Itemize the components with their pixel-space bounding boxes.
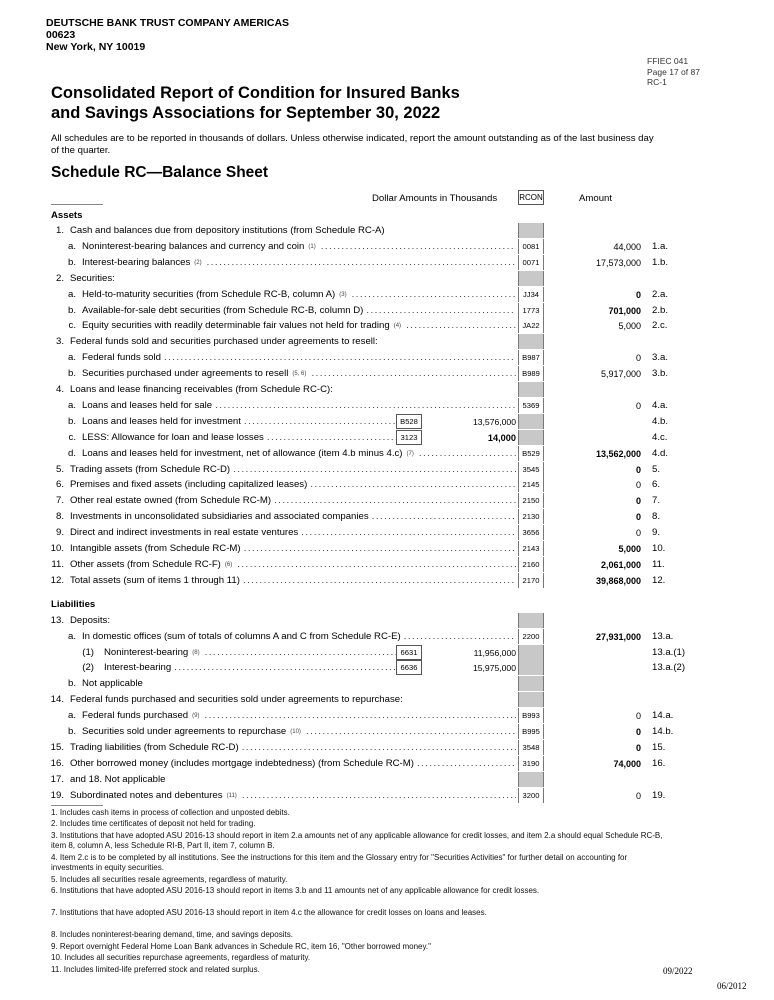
item-number: a. [67, 399, 76, 411]
item-label [82, 416, 396, 427]
item-reference: 10. [652, 543, 666, 554]
rcon-code [518, 414, 544, 429]
item-reference: 3.b. [652, 368, 669, 380]
amount-value: 0 [635, 512, 641, 523]
amount-value: 39,868,000 [595, 575, 641, 586]
item-number: 6. [55, 479, 64, 491]
header-rule [51, 204, 103, 205]
rcon-code [518, 223, 544, 238]
item-number: 11. [51, 558, 64, 570]
item-label [70, 225, 516, 236]
item-label [104, 662, 396, 673]
item-label-text: Subordinated notes and debentures [70, 789, 223, 801]
footnote-text: 1. Includes cash items in process of collection and unposted debits. [51, 807, 290, 817]
item-label-text: Not applicable [82, 678, 143, 690]
item-number: b. [67, 678, 76, 690]
item-number: 14. [50, 694, 64, 706]
item-label [70, 464, 516, 475]
amount-value: 0 [635, 742, 641, 753]
item-number: 12. [50, 574, 64, 586]
line-item-row [0, 573, 774, 588]
item-label-text: Direct and indirect investments in real estate ventures [70, 527, 299, 539]
item-label-text: Premises and fixed assets (including capitalized leases) [70, 479, 308, 491]
line-item-row [0, 334, 774, 349]
footnote-text: 5. Includes all securities resale agreements, regardless of maturity. [51, 874, 288, 884]
amount-value: 0 [635, 353, 641, 364]
line-item-row [0, 613, 774, 628]
item-label-text: Securities: [70, 272, 115, 284]
report-title [51, 83, 611, 123]
rcon-code [518, 772, 544, 787]
item-label [104, 647, 396, 658]
item-label-text: Total assets (sum of items 1 through 11) [70, 574, 240, 586]
rcon-code [518, 271, 544, 286]
line-item-row [0, 772, 774, 787]
item-number: 1. [55, 225, 64, 236]
amount-value: 17,573,000 [595, 257, 641, 268]
item-label [70, 559, 516, 570]
item-label [70, 479, 516, 490]
item-reference: 13.a.(1) [652, 646, 686, 658]
schedule-title: Schedule RC—Balance Sheet [51, 164, 269, 181]
amount-value: 0 [635, 711, 641, 722]
item-label [82, 631, 516, 642]
item-number: 7. [55, 495, 64, 507]
amount-value: 74,000 [613, 758, 641, 769]
item-label-text: Federal funds sold [82, 352, 161, 364]
line-item-row [0, 223, 774, 238]
line-item-row [0, 557, 774, 572]
item-label-text: and 18. Not applicable [70, 773, 166, 785]
item-number: a. [67, 352, 76, 364]
item-label-text: Investments in unconsolidated subsidiaries and associated companies [70, 511, 369, 523]
footnote-ref: (11) [224, 793, 240, 799]
page-number: Page 17 of 87 [647, 66, 700, 77]
line-item-row [0, 692, 774, 707]
section-liabilities [0, 597, 774, 612]
page-date: 09/2022 [663, 966, 693, 976]
amount-value: 0 [635, 480, 641, 491]
item-label [70, 742, 516, 753]
inner-amount: 11,956,000 [473, 647, 516, 658]
rcon-code [518, 692, 544, 707]
item-label-text: Held-to-maturity securities (from Schedule RC-B, column A) [82, 288, 336, 300]
item-number: b. [67, 726, 76, 737]
line-item-row [0, 287, 774, 302]
footnote-ref: (10) [287, 729, 304, 735]
item-reference: 16. [652, 757, 666, 769]
amount-value: 44,000 [613, 241, 641, 252]
item-reference: 9. [652, 527, 661, 539]
footnote-text: 10. Includes all securities repurchase agreements, regardless of maturity. [51, 953, 311, 963]
item-reference: 6. [652, 479, 661, 491]
item-number: 3. [55, 336, 64, 348]
schedule-code: RC-1 [647, 77, 667, 87]
item-reference: 2.c. [652, 320, 668, 332]
rcon-header: RCON [518, 190, 544, 205]
item-label-text: Securities purchased under agreements to resell [82, 368, 289, 380]
line-item-row [0, 430, 774, 445]
item-label [82, 710, 516, 721]
section-label: Liabilities [51, 598, 96, 610]
item-label [82, 289, 516, 300]
footnote-text: 7. Institutions that have adopted ASU 2016-13 should report in item 4.c the allowance for credit losses on loans and leases. [51, 908, 487, 918]
amount-value: 13,562,000 [595, 448, 641, 459]
item-number: 2. [55, 272, 64, 284]
line-item-row [0, 756, 774, 771]
line-item-row [0, 493, 774, 508]
item-reference: 1.b. [652, 256, 669, 268]
item-label-text: Noninterest-bearing [104, 646, 189, 658]
item-label [82, 305, 516, 316]
footnote-text: 6. Institutions that have adopted ASU 2016-13 should report in items 3.b and 11 amounts net of any applicable allowance for credit losses. [51, 886, 540, 896]
footnote-rule [51, 805, 103, 806]
item-label [70, 543, 516, 554]
rcon-code [518, 382, 544, 397]
line-item-row [0, 239, 774, 254]
item-label [82, 241, 516, 252]
rcon-code: B993 [518, 708, 544, 723]
amount-value: 0 [635, 727, 641, 737]
rcon-code [518, 613, 544, 628]
item-label-text: Available-for-sale debt securities (from Schedule RC-B, column D) [82, 304, 364, 316]
footnote-text: 11. Includes limited-life preferred stock and related surplus. [51, 964, 260, 974]
item-label-text: Trading assets (from Schedule RC-D) [70, 463, 231, 475]
item-reference: 8. [652, 511, 661, 523]
intro-text: All schedules are to be reported in thousands of dollars. Unless otherwise indicated, report the amount outstanding as of the last business day of the quarter. [51, 133, 654, 156]
footnote-text: 2. Includes time certificates of deposit not held for trading. [51, 819, 256, 829]
inner-rcon-code: 3123 [396, 430, 422, 445]
line-item-row [0, 676, 774, 691]
line-item-row [0, 477, 774, 492]
line-item-row [0, 509, 774, 524]
item-reference: 1.a. [652, 240, 669, 252]
line-item-row [0, 462, 774, 477]
footnote-text: 8. Includes noninterest-bearing demand, time, and savings deposits. [51, 930, 293, 940]
item-label-text: Loans and lease financing receivables (from Schedule RC-C): [70, 384, 333, 395]
item-label [70, 575, 516, 586]
item-label-text: Federal funds purchased [82, 710, 189, 722]
report-title-line1: Consolidated Report of Condition for Insured Banks [51, 84, 460, 102]
footnote-ref: (6) [222, 562, 235, 568]
rcon-code: 3656 [518, 525, 544, 540]
amount-value: 5,000 [618, 321, 641, 332]
footnote-text: 9. Report overnight Federal Home Loan Bank advances in Schedule RC, item 16, "Other borrowed money." [51, 941, 431, 951]
item-label-text: In domestic offices (sum of totals of columns A and C from Schedule RC-E) [82, 630, 401, 642]
item-label-text: LESS: Allowance for loan and lease losses [82, 431, 264, 443]
rcon-code [518, 676, 544, 691]
rcon-code: 2130 [518, 509, 544, 524]
inner-rcon-code: B528 [396, 414, 422, 429]
rcon-code: 2200 [518, 629, 544, 644]
line-item-row [0, 255, 774, 270]
line-item-row [0, 708, 774, 723]
line-item-row [0, 414, 774, 429]
item-number: d. [67, 447, 76, 459]
item-label [70, 384, 516, 395]
item-label [82, 320, 516, 331]
item-number: a. [67, 240, 76, 252]
rcon-code [518, 430, 544, 445]
item-number: 8. [55, 511, 64, 523]
item-number: b. [67, 415, 76, 427]
line-item-row [0, 446, 774, 461]
item-label [82, 352, 516, 363]
item-number: a. [67, 288, 76, 300]
bank-header [46, 17, 289, 53]
item-number: (2) [82, 662, 94, 674]
item-label-text: Intangible assets (from Schedule RC-M) [70, 543, 241, 554]
line-item-row [0, 645, 774, 660]
amount-value: 2,061,000 [600, 559, 641, 570]
rcon-code: B989 [518, 366, 544, 381]
line-item-row [0, 541, 774, 556]
item-label [82, 257, 516, 268]
item-reference: 13.a. [652, 630, 674, 642]
amount-value: 5,917,000 [600, 369, 641, 380]
item-label [82, 678, 516, 689]
item-reference: 4.a. [652, 399, 669, 411]
item-label-text: Other borrowed money (includes mortgage indebtedness) (from Schedule RC-M) [70, 757, 414, 769]
rcon-code: 2160 [518, 557, 544, 572]
item-label [70, 790, 516, 801]
amount-value: 0 [635, 464, 641, 475]
inner-amount: 15,975,000 [472, 663, 516, 674]
line-item-row [0, 660, 774, 675]
rcon-code: 3200 [518, 788, 544, 803]
item-label-text: Interest-bearing [104, 662, 172, 674]
line-item-row [0, 525, 774, 540]
line-item-row [0, 382, 774, 397]
units-header: Dollar Amounts in Thousands [372, 193, 498, 204]
item-reference: 11. [652, 558, 665, 570]
item-reference: 5. [652, 463, 661, 475]
report-title-line2: and Savings Associations for September 30, 2022 [51, 104, 441, 122]
item-label-text: Cash and balances due from depository institutions (from Schedule RC-A) [70, 225, 385, 236]
amount-header: Amount [579, 193, 613, 204]
item-number: b. [67, 304, 76, 316]
item-reference: 4.c. [652, 431, 668, 443]
line-item-row [0, 740, 774, 755]
footnote-ref: (5, 6) [289, 371, 309, 377]
item-label-text: Loans and leases held for sale [82, 399, 213, 411]
line-item-row [0, 350, 774, 365]
item-label [70, 495, 516, 506]
item-number: (1) [82, 646, 94, 658]
amount-value: 27,931,000 [595, 631, 641, 642]
rcon-code [518, 660, 544, 675]
footnote-text: 3. Institutions that have adopted ASU 2016-13 should report in item 2.a amounts net of any applicable allowance for credit losses, and item 2.a should equal Schedule RC-B, item 8, column A, less Schedule RI-B, Part II, item 7, column B. [51, 830, 663, 851]
bank-name: DEUTSCHE BANK TRUST COMPANY AMERICAS [46, 17, 290, 29]
item-reference: 3.a. [652, 352, 669, 364]
line-item-row [0, 398, 774, 413]
item-number: 5. [55, 463, 64, 475]
item-number: 4. [55, 384, 64, 395]
item-reference: 15. [652, 741, 666, 753]
item-label-text: Other assets (from Schedule RC-F) [70, 558, 221, 570]
amount-value: 0 [635, 528, 641, 539]
rcon-code: 1773 [518, 303, 544, 318]
line-item-row [0, 629, 774, 644]
item-label [70, 758, 516, 769]
rcon-code: 2143 [518, 541, 544, 556]
item-label [82, 368, 516, 379]
item-reference: 13.a.(2) [652, 662, 686, 674]
item-label [70, 273, 516, 284]
item-number: 19. [50, 789, 64, 801]
footnote-ref: (8) [189, 650, 202, 656]
line-item-row [0, 303, 774, 318]
item-number: c. [68, 320, 76, 332]
section-assets [0, 208, 774, 223]
item-label [70, 615, 516, 626]
item-reference: 4.b. [652, 415, 669, 427]
item-label-text: Loans and leases held for investment [82, 415, 241, 427]
item-label-text: Federal funds purchased and securities sold under agreements to repurchase: [70, 694, 403, 706]
footnote-ref: (7) [404, 451, 417, 457]
line-item-row [0, 366, 774, 381]
item-number: c. [68, 431, 76, 443]
footnote-ref: (3) [336, 292, 349, 298]
item-reference: 7. [652, 495, 661, 507]
rcon-code: B987 [518, 350, 544, 365]
line-item-row [0, 318, 774, 333]
item-label-text: Trading liabilities (from Schedule RC-D) [70, 741, 239, 753]
amount-value: 0 [635, 400, 641, 411]
item-label [70, 527, 516, 538]
rcon-code: 0081 [518, 239, 544, 254]
item-reference: 2.b. [652, 304, 669, 316]
inner-rcon-code: 6631 [396, 645, 422, 660]
rcon-code: 3548 [518, 740, 544, 755]
bank-city: New York, NY 10019 [46, 41, 146, 53]
item-label [70, 694, 516, 705]
form-revision: 06/2012 [717, 981, 747, 991]
inner-amount: 14,000 [487, 432, 516, 443]
item-label-text: Equity securities with readily determinable fair values not held for trading [82, 320, 390, 332]
item-number: 10. [50, 543, 64, 554]
amount-value: 0 [635, 790, 641, 801]
inner-rcon-code: 6636 [396, 660, 422, 675]
rcon-code: 2150 [518, 493, 544, 508]
rcon-code: 2145 [518, 477, 544, 492]
item-label-text: Securities sold under agreements to repurchase [82, 726, 287, 737]
amount-value: 5,000 [618, 544, 641, 554]
form-identifier [647, 56, 700, 88]
rcon-code: JA22 [518, 318, 544, 333]
item-number: 16. [50, 757, 64, 769]
item-number: b. [67, 256, 76, 268]
footnote-ref: (4) [391, 323, 404, 329]
line-item-row [0, 724, 774, 739]
item-label [82, 726, 516, 737]
rcon-code: B995 [518, 724, 544, 739]
rcon-code: 3545 [518, 462, 544, 477]
rcon-code [518, 645, 544, 660]
item-label-text: Noninterest-bearing balances and currency and coin [82, 240, 305, 252]
item-reference: 4.d. [652, 447, 669, 459]
item-number: b. [67, 368, 76, 380]
bank-id: 00623 [46, 29, 76, 41]
item-label [70, 774, 516, 785]
footnote-ref: (2) [191, 260, 204, 266]
form-number: FFIEC 041 [647, 56, 689, 66]
item-label [82, 432, 396, 443]
item-label-text: Deposits: [70, 614, 110, 626]
item-reference: 19. [652, 789, 666, 801]
rcon-code: 3190 [518, 756, 544, 771]
item-label [70, 511, 516, 522]
inner-amount: 13,576,000 [472, 416, 516, 427]
item-number: 17. [50, 773, 64, 785]
footnote-ref: (1) [305, 244, 318, 250]
item-label-text: Federal funds sold and securities purchased under agreements to resell: [70, 336, 378, 348]
footnote-ref: (9) [189, 713, 202, 719]
section-label: Assets [51, 210, 83, 221]
item-number: a. [67, 710, 76, 722]
item-number: a. [67, 630, 76, 642]
item-label [82, 448, 516, 459]
rcon-code: 5369 [518, 398, 544, 413]
item-number: 13. [50, 614, 64, 626]
amount-value: 701,000 [608, 305, 641, 316]
item-label-text: Interest-bearing balances [82, 256, 191, 268]
item-reference: 2.a. [652, 288, 669, 300]
rcon-code: JJ34 [518, 287, 544, 302]
footnote-text: 4. Item 2.c is to be completed by all institutions. See the instructions for this item and the Glossary entry for "Securities Activities" for further detail on accounting for investments in equity securities. [51, 852, 628, 873]
rcon-code [518, 334, 544, 349]
item-label-text: Loans and leases held for investment, net of allowance (item 4.b minus 4.c) [82, 447, 403, 459]
rcon-code: 0071 [518, 255, 544, 270]
amount-value: 0 [635, 289, 641, 300]
item-label [70, 336, 516, 347]
rcon-code: B529 [518, 446, 544, 461]
line-item-row [0, 271, 774, 286]
item-reference: 14.a. [652, 710, 674, 722]
rcon-code: 2170 [518, 573, 544, 588]
item-reference: 12. [652, 574, 666, 586]
item-label-text: Other real estate owned (from Schedule RC-M) [70, 495, 272, 507]
item-reference: 14.b. [652, 726, 674, 737]
item-number: 15. [50, 741, 64, 753]
line-item-row [0, 788, 774, 803]
amount-value: 0 [635, 496, 641, 507]
item-number: 9. [55, 527, 64, 539]
item-label [82, 400, 516, 411]
